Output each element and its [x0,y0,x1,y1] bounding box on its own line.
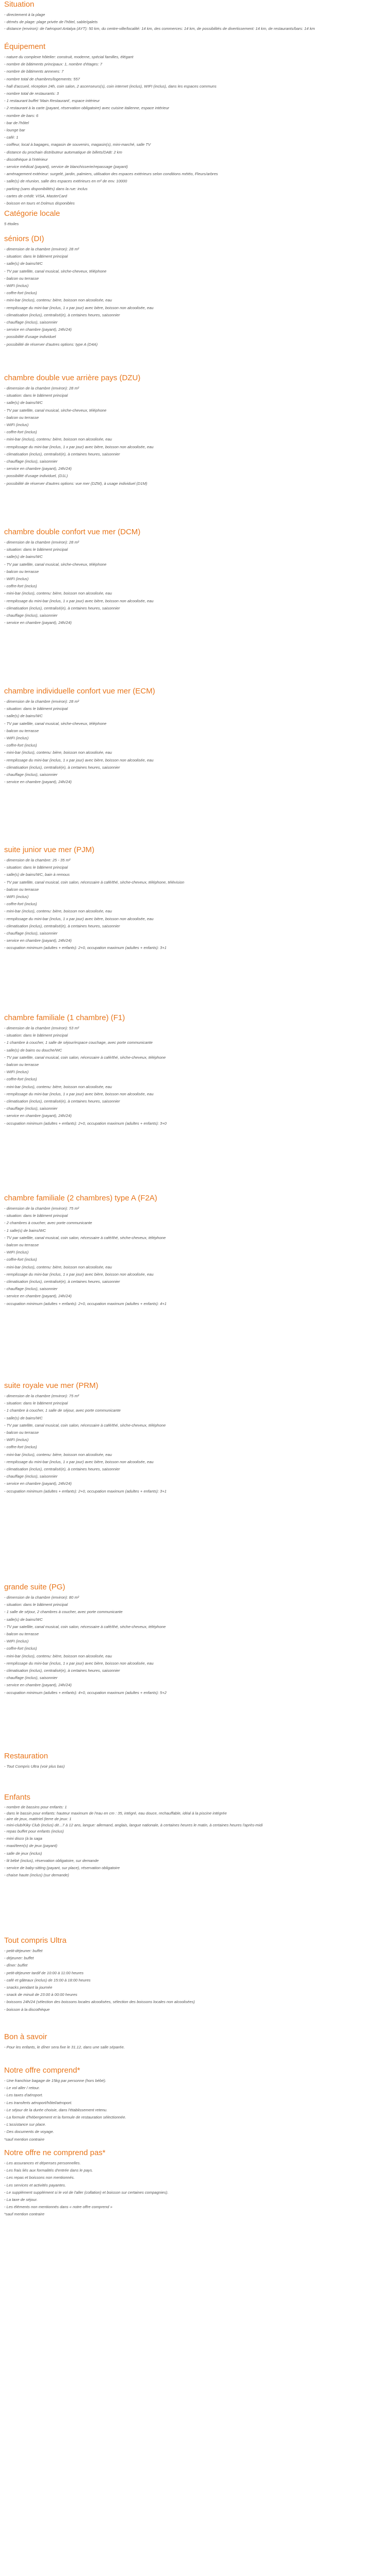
list-item: - climatisation (inclus), centralisé(e), à certaines heures, saisonnier [4,451,120,456]
list-item: - café: 1 [4,135,19,140]
list-item: - déjeuner: buffet [4,1956,34,1961]
list-item: - WIFI (inclus) [4,577,29,582]
section-heading: Tout compris Ultra [4,1936,67,1945]
section-heading: grande suite (PG) [4,1583,66,1591]
list-item: - situation: dans le bâtiment principal [4,547,68,552]
section-heading: séniors (DI) [4,234,44,243]
section-heading: Restauration [4,1752,48,1760]
list-item: - aménagement extérieur: surgelé, jardin, palmiers, utilisation des espaces extérieurs selon conditions météo, Fleurs/arbres [4,172,218,177]
list-item: - occupation minimum (adultes + enfants): 2+0, occupation maximum (adultes + enfants): 3+0 [4,1121,167,1126]
section-room-ecm [4,687,386,786]
list-item: - snack de minuit de 23:00 à 00:00 heures [4,1992,77,1997]
list-item: - balcon ou terrasse [4,728,39,733]
list-item: - L'assistance sur place. [4,2122,46,2127]
list-item: - mini-bar (inclus), contenu: bière, boisson non alcoolisée, eau [4,750,112,755]
list-item: - maxi/teen(s) de jeux (payant) [4,1843,57,1849]
list-item: - salle(s) de bains/WC [4,400,43,405]
list-item: - boisson en tours et Dolmus disponibles [4,201,75,206]
list-item: - La taxe de séjour. [4,2197,38,2202]
section-heading: Enfants [4,1793,30,1802]
list-item: - service en chambre (payant), 24h/24) [4,466,72,471]
list-item: - Les transferts aéroport/hôtel/aéroport. [4,2100,73,2105]
list-item: - 2 chambres à coucher, avec porte communicante [4,1221,92,1226]
list-item: - nombre total de chambres/logements: 557 [4,76,80,81]
list-item: - salle(s) de bains/WC [4,1415,43,1420]
list-item: - coffre-fort (inclus) [4,1646,37,1651]
list-item: - climatisation (inclus), centralisé(e), à certaines heures, saisonnier [4,605,120,611]
section-heading: chambre double confort vue mer (DCM) [4,528,141,536]
room-feature-list [4,1393,386,1495]
section-room-seniors [4,234,386,348]
list-item: - 1 salle de séjour, 2 chambres à coucher, avec porte communicante [4,1609,123,1615]
list-item: - climatisation (inclus), centralisé(e), à certaines heures, saisonnier [4,1099,120,1104]
list-item: - balcon ou terrasse [4,1243,39,1248]
list-item: - TV par satellite, canal musical, coin salon, nécessaire à café/thé, sèche-cheveux, téléphone [4,1422,166,1428]
list-item: - TV par satellite, canal musical, sèche-cheveux, téléphone [4,268,107,274]
list-item: - dîner: buffet [4,1963,28,1968]
list-item: - 1 chambre à coucher, 1 salle de séjour/espace couchage, avec porte communicante [4,1040,153,1045]
list-item: - situation: dans le bâtiment principal [4,1033,68,1038]
list-item: - cartes de crédit: VISA, MasterCard [4,193,67,198]
bon-a-savoir-text: - Pour les enfants, le dîner sera fixe le 31.12, dans une salle séparée. [4,2045,125,2049]
section-enfants [4,1793,386,1879]
list-item: - nombre de bâtiments principaux: 1, nombre d'étages: 7 [4,62,103,67]
list-item: - mini-bar (inclus), contenu: bière, boisson non alcoolisée, eau [4,298,112,303]
section-heading: Bon à savoir [4,2032,47,2041]
list-item: - petit-déjeuner: buffet [4,1948,43,1953]
category-value: 5 étoiles [4,222,19,226]
list-item: - remplissage du mini-bar (inclus, 1 x par jour) avec bière, boisson non alcoolisée, eau [4,598,154,603]
list-item: - WIFI (inclus) [4,736,29,741]
section-room-f2a [4,1194,386,1308]
list-item: - situation: dans le bâtiment principal [4,393,68,398]
list-item: - situation: dans le bâtiment principal [4,706,68,711]
list-item: - dimension de la chambre (environ): 28 m² [4,699,79,704]
list-item: - salle(s) de bains/WC, bain à remous [4,872,70,877]
room-feature-list [4,385,386,487]
list-item: - WIFI (inclus) [4,1437,29,1443]
list-item: - mini-bar (inclus), contenu: bière, boisson non alcoolisée, eau [4,591,112,596]
section-tout-compris [4,1936,386,2013]
list-item: - café et gâteaux (inclus) de 15:00 à 18:00 heures [4,1977,91,1982]
list-item: - dimension de la chambre (environ): 28 m² [4,386,79,391]
list-item: - dimension de la chambre (environ): 28 m² [4,247,79,251]
list-item: - boissons 24h/24 (sélection des boissons locales alcoolisées, sélection des boissons locales non alcoolisées) [4,1999,195,2005]
section-heading: Catégorie locale [4,209,60,218]
list-item: - climatisation (inclus), centralisé(e), à certaines heures, saisonnier [4,765,120,770]
list-item: - nature du complexe hôtelier: construit, moderne, spécial familles, élégant [4,55,134,59]
list-item: - salle(s) de bains/WC [4,554,43,560]
list-item: - salle(s) de réunion, salle des espaces extérieurs en m² de env. 10000 [4,179,127,184]
list-item: - 1 restaurant buffet 'Main Restaurant', espace intérieur [4,98,100,104]
list-item: - chaise haute (inclus) (sur demande) [4,1873,69,1878]
list-item: - remplissage du mini-bar (inclus, 1 x par jour) avec bière, boisson non alcoolisée, eau [4,1272,154,1277]
list-item: - possibilité d'usage individuel [4,334,56,340]
list-item: - remplissage du mini-bar (inclus, 1 x par jour) avec bière, boisson non alcoolisée, eau [4,916,154,921]
section-situation [4,0,386,32]
list-item: - WIFI (inclus) [4,1070,29,1075]
section-bon-a-savoir [4,2032,386,2051]
list-item: - service en chambre (payant), 24h/24) [4,1294,72,1299]
list-item: - service en chambre (payant), 24h/24) [4,779,72,785]
list-item: - coffre-fort (inclus) [4,584,37,589]
enfants-list [4,1828,386,1879]
list-item: - service en chambre (payant), 24h/24) [4,620,72,625]
room-feature-list [4,246,386,348]
list-item: - boisson à la discothèque [4,2007,50,2012]
list-item: - dimension de la chambre (environ): 75 m² [4,1394,79,1398]
list-item: - service en chambre (payant), 24h/24) [4,938,72,943]
list-item: - directement à la plage [4,12,45,17]
list-item: - possibilité d'usage individuel, (D1L) [4,473,68,479]
list-item: - TV par satellite, canal musical, sèche-cheveux, téléphone [4,562,107,567]
list-item: - balcon ou terrasse [4,1062,39,1067]
list-item: - Les taxes d'aéroport. [4,2093,43,2098]
section-room-prm [4,1381,386,1495]
list-item: - occupation minimum (adultes + enfants): 2+0, occupation maximum (adultes + enfants): 4+1 [4,1301,167,1306]
list-item: - lit bébé (inclus), réservation obligatoire, sur demande [4,1858,99,1863]
list-item: - service en chambre (payant), 24h/24) [4,327,72,332]
section-restauration [4,1752,386,1770]
section-heading: chambre familiale (2 chambres) type A (F2A) [4,1194,157,1202]
enfants-intro: - nombre de bassins pour enfants: 1 - dans le bassin pour enfants: hauteur maximum de l'eau en cm : 35, intégré, eau douce, rechauffable, idéal à la piscine intégrée - aire de jeux, matériel (terre de jeux: 1 - mini-club/Kiky Club (inclus) dè...7 à 12 ans, langue: allemand, anglais, langue nationale, à certaines heures le matin, à certaines heures l'après-midi [4,1805,263,1827]
list-item: - remplissage du mini-bar (inclus, 1 x par jour) avec bière, boisson non alcoolisée, eau [4,305,154,310]
list-item: - Les assurances et dépenses personnelles. [4,2161,81,2165]
list-item: - chauffage (inclus), saisonnier [4,772,58,777]
list-item: - Le supplément supplément si le vol de l'aller (collation) et boisson sur certaines compagnies). [4,2190,169,2195]
list-item: - occupation minimum (adultes + enfants): 2+0, occupation maximum (adultes + enfants): 3+1 [4,945,167,951]
list-item: - parking (sans disponibilités) dans la rue: inclus [4,186,88,191]
list-item: - situation: dans le bâtiment principal [4,1602,68,1607]
list-item: - chauffage (inclus), saisonnier [4,1106,58,1111]
offre-ne-comprend-list [4,2160,386,2218]
list-item: - TV par satellite, canal musical, coin salon, nécessaire à café/thé, sèche-cheveux, téléphone [4,1235,166,1240]
section-heading: suite junior vue mer (PJM) [4,845,95,854]
list-item: - possibilité de réserver d'autres options: vue mer (DZM), à usage individuel (D1M) [4,481,148,486]
list-item: - situation: dans le bâtiment principal [4,1401,68,1406]
list-item: - coffre-fort (inclus) [4,1445,37,1450]
list-item: - situation: dans le bâtiment principal [4,254,68,259]
list-item: - occupation minimum (adultes + enfants): 4+0, occupation maximum (adultes + enfants): 5+2 [4,1690,167,1695]
section-heading: Notre offre comprend* [4,2066,80,2075]
list-item: - situation: dans le bâtiment principal [4,1213,68,1218]
list-item: - petit-déjeuner tardif de 10:00 à 11:00 heures [4,1970,84,1975]
room-feature-list [4,1205,386,1308]
list-item: - service médical (payant), service de blanchisserie/repassage (payant) [4,164,128,170]
list-item: *sauf mention contraire [4,2212,45,2217]
list-item: - WIFI (inclus) [4,1639,29,1644]
list-item: - hall d'accueil, réception 24h, coin salon, 2 ascenseurs(s), coin internet (inclus), WIFI (inclus), dans les espaces communs [4,83,217,89]
section-room-f1 [4,1013,386,1127]
equipement-list [4,54,386,207]
list-item: - mini-bar (inclus), contenu: bière, boisson non alcoolisée, eau [4,909,112,914]
list-item: - dimension de la chambre (environ): 80 m² [4,1595,79,1600]
list-item: - balcon ou terrasse [4,276,39,281]
room-feature-list [4,857,386,952]
list-item: - balcon ou terrasse [4,1430,39,1435]
list-item: - La formule d'hébergement et la formule de restauration sélectionnée. [4,2115,126,2120]
list-item: - nombre total de restaurants: 3 [4,91,59,96]
list-item: - TV par satellite, canal musical, coin salon, nécessaire à café/thé, sèche-cheveux, téléphone [4,1055,166,1060]
restauration-text: - Tout Compris Ultra (voir plus bas) [4,1764,65,1769]
list-item: - Une franchise bagage de 15kg par personne (hors bébé). [4,2078,106,2083]
list-item: - coffre-fort (inclus) [4,430,37,435]
list-item: - remplissage du mini-bar (inclus, 1 x par jour) avec bière, boisson non alcoolisée, eau [4,444,154,449]
section-heading: Équipement [4,42,46,51]
list-item: - service en chambre (payant), 24h/24) [4,1113,72,1118]
list-item: - salle(s) de bains ou douche/WC [4,1047,62,1053]
list-item: - climatisation (inclus), centralisé(e), à certaines heures, saisonnier [4,1668,120,1673]
list-item: - chauffage (inclus), saisonnier [4,320,58,325]
list-item: - mini-bar (inclus), contenu: bière, boisson non alcoolisée, eau [4,1084,112,1089]
room-feature-list [4,1025,386,1127]
list-item: - Les frais liés aux formalités d'entrée dans le pays. [4,2168,93,2173]
section-heading: chambre individuelle confort vue mer (ECM) [4,687,155,696]
list-item: - dimension de la chambre (environ): 28 m² [4,540,79,545]
room-feature-list [4,698,386,786]
list-item: - WIFI (inclus) [4,422,29,428]
list-item: - discothèque à l'intérieur [4,157,48,162]
list-item: *sauf mention contraire [4,2137,45,2142]
list-item: - mini-bar (inclus), contenu: bière, boisson non alcoolisée, eau [4,1452,112,1457]
list-item: - occupation minimum (adultes + enfants): 2+0, occupation maximum (adultes + enfants): 3+1 [4,1488,167,1494]
section-room-dcm [4,528,386,626]
list-item: - WIFI (inclus) [4,283,29,289]
list-item: - remplissage du mini-bar (inclus, 1 x par jour) avec bière, boisson non alcoolisée, eau [4,1091,154,1096]
list-item: - remplissage du mini-bar (inclus, 1 x par jour) avec bière, boisson non alcoolisée, eau [4,1459,154,1464]
section-heading: Situation [4,0,35,9]
section-heading: Notre offre ne comprend pas* [4,2148,106,2157]
list-item: - balcon ou terrasse [4,415,39,420]
list-item: - 1 chambre à coucher, 1 salle de séjour, avec porte communicante [4,1408,121,1413]
list-item: - mini-bar (inclus), contenu: bière, boisson non alcoolisée, eau [4,1264,112,1269]
list-item: - service de baby-sitting (payant, sur place), réservation obligatoire [4,1866,120,1871]
list-item: - Les services et activités payantes. [4,2182,66,2188]
list-item: - bar de l'hôtel [4,120,29,125]
section-categorie [4,209,386,228]
list-item: - salle(s) de bains/WC [4,1617,43,1622]
list-item: - situation: dans le bâtiment principal [4,865,68,870]
list-item: - WIFI (inclus) [4,1250,29,1255]
list-item: - coffre-fort (inclus) [4,743,37,748]
list-item: - mini-bar (inclus), contenu: bière, boisson non alcoolisée, eau [4,437,112,442]
list-item: - chauffage (inclus), saisonnier [4,1474,58,1479]
list-item: - remplissage du mini-bar (inclus, 1 x par jour) avec bière, boisson non alcoolisée, eau [4,757,154,762]
list-item: - climatisation (inclus), centralisé(e), à certaines heures, saisonnier [4,1279,120,1284]
section-equipement [4,42,386,207]
section-room-pjm [4,845,386,952]
room-feature-list [4,539,386,626]
room-feature-list [4,1594,386,1697]
list-item: - chauffage (inclus), saisonnier [4,613,58,618]
list-item: - Les éléments non mentionnés dans « notre offre comprend » [4,2205,112,2210]
list-item: - nombre de bars: 6 [4,113,39,118]
list-item: - balcon ou terrasse [4,887,39,892]
list-item: - balcon ou terrasse [4,569,39,574]
list-item: - chauffage (inclus), saisonnier [4,459,58,464]
list-item: - TV par satellite, canal musical, sèche-cheveux, téléphone [4,408,107,413]
list-item: - Des documents de voyage. [4,2129,54,2134]
list-item: - repas buffet pour enfants (inclus) [4,1829,64,1834]
section-room-dzu [4,374,386,487]
list-item: - coffre-fort (inclus) [4,902,37,907]
section-heading: chambre familiale (1 chambre) (F1) [4,1013,125,1022]
tout-compris-list [4,1947,386,2013]
list-item: - nombre de bâtiments annexes: 7 [4,69,64,74]
list-item: - Le vol aller / retour. [4,2086,40,2091]
list-item: - 2 restaurant à la carte (payant, réservation obligatoire) avec cuisine italienne, espace intérieur [4,106,169,111]
list-item: - lounge bar [4,128,25,133]
list-item: - coffre-fort (inclus) [4,291,37,296]
list-item: - Le séjour de la durée choisie, dans l'établissement retenu. [4,2107,108,2112]
list-item: - service en chambre (payant), 24h/24) [4,1683,72,1688]
list-item: - TV par satellite, canal musical, coin salon, nécessaire à café/thé, sèche-cheveux, téléphone [4,1624,166,1629]
list-item: - chauffage (inclus), saisonnier [4,1286,58,1292]
list-item: - TV par satellite, canal musical, sèche-cheveux, téléphone [4,721,107,726]
list-item: - coffre-fort (inclus) [4,1257,37,1262]
list-item: - climatisation (inclus), centralisé(e), à certaines heures, saisonnier [4,312,120,317]
section-offre-comprend [4,2066,386,2143]
list-item: - Les repas et boissons non mentionnés. [4,2175,75,2180]
list-item: - climatisation (inclus), centralisé(e), à certaines heures, saisonnier [4,1467,120,1472]
list-item: - coiffeur, local à bagages, magasin de souvenirs, magasin(s), mini-marché, salle TV [4,142,151,147]
list-item: - 1 salle(s) de bains/WC [4,1228,46,1233]
list-item: - salle de jeux (inclus) [4,1851,42,1856]
list-item: - possibilité de réserver d'autres options: type A (D4A) [4,342,98,347]
list-item: - dimension de la chambre: 25 - 35 m² [4,858,71,862]
section-heading: chambre double vue arrière pays (DZU) [4,374,141,382]
list-item: - dimension de la chambre (environ): 75 m² [4,1206,79,1211]
list-item: - dimension de la chambre (environ): 53 m² [4,1026,79,1030]
section-room-pg [4,1583,386,1697]
section-heading: suite royale vue mer (PRM) [4,1381,99,1390]
list-item: - TV par satellite, canal musical, coin salon, nécessaire à café/thé, sèche-cheveux, téléphone, télévision [4,879,185,885]
list-item: - chauffage (inclus), saisonnier [4,1675,58,1681]
list-item: - coffre-fort (inclus) [4,1077,37,1082]
list-item: - mini-bar (inclus), contenu: bière, boisson non alcoolisée, eau [4,1653,112,1658]
list-item: - salle(s) de bains/WC [4,714,43,719]
section-offre-ne-comprend-pas [4,2148,386,2218]
list-item: - chauffage (inclus), saisonnier [4,931,58,936]
list-item: - balcon ou terrasse [4,1632,39,1637]
list-item: - salle(s) de bains/WC [4,261,43,266]
list-item: - remplissage du mini-bar (inclus, 1 x par jour) avec bière, boisson non alcoolisée, eau [4,1660,154,1666]
list-item: - service en chambre (payant), 24h/24) [4,1481,72,1486]
list-item: - distance (environ): de l'aéroport Antalya (AYT): 50 km, du centre-ville/localité: 14 km, des commerces: 14 km, de possibilités de divertissement: 14 km, de restaurants/bars: 14 km [4,26,315,31]
list-item: - snacks pendant la journée [4,1985,53,1990]
offre-comprend-list [4,2077,386,2143]
list-item: - distance du prochain distributeur automatique de billets/DAB: 2 km [4,149,122,155]
list-item: - démés de plage: plage privée de l'hôtel, sable/galets [4,20,98,25]
list-item: - climatisation (inclus), centralisé(e), à certaines heures, saisonnier [4,923,120,928]
list-item: - mini disco (à la saga [4,1836,42,1841]
list-item: - WIFI (inclus) [4,894,29,900]
